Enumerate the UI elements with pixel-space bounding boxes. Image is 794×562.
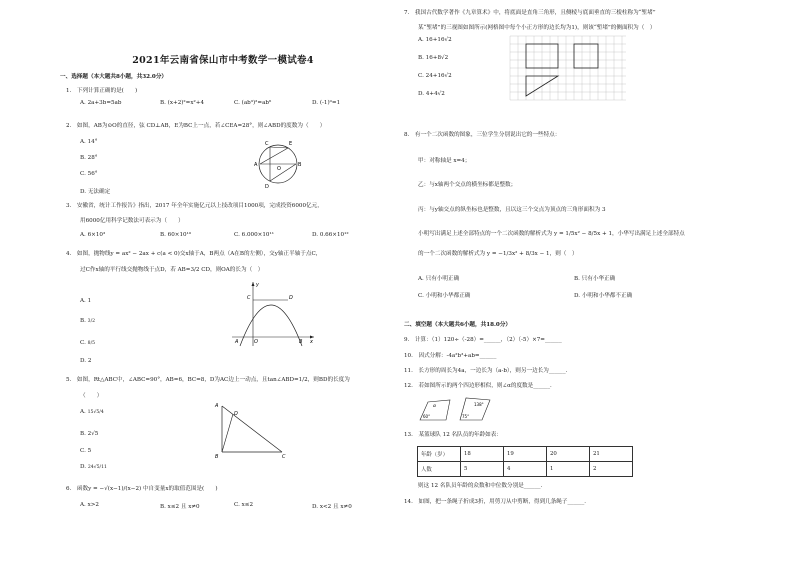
- table-cell: 20: [547, 447, 590, 462]
- q4-label-c: C: [247, 295, 251, 301]
- q13-stem: 13. 某篮球队 12 名队员的年龄如表：: [404, 432, 502, 438]
- q8-xiaoming-line2: 的一个二次函数的解析式为 y = −1/3x² + 8/3x − 1，则（ ）: [418, 251, 578, 257]
- q2-option-b: B. 28°: [80, 155, 98, 161]
- section-heading-fill: 二、填空题（本大题共6小题，共18.0分）: [404, 322, 512, 328]
- q6-option-d: D. x<2 且 x≠0: [312, 504, 352, 510]
- page-title: 2021年云南省保山市中考数学一模试卷4: [132, 55, 314, 66]
- q1-option-a: A. 2a+3b=5ab: [80, 100, 122, 106]
- q5-paren: （ ）: [80, 393, 103, 399]
- q8-yi: 乙：与x轴两个交点的横坐标都是整数；: [418, 182, 517, 188]
- q2-circle-figure: [248, 132, 308, 192]
- q12-label-alpha: α: [433, 404, 437, 409]
- q4-label-y: y: [256, 282, 259, 288]
- q5-option-a-fraction: 15√5/4: [87, 410, 104, 415]
- q8-bing: 丙：与y轴交点的纵坐标也是整数，且以这三个交点为顶点的三角形面积为 3: [418, 207, 606, 213]
- q5-option-d-fraction: 24√5/11: [87, 465, 107, 470]
- q7-side-view: [574, 44, 598, 68]
- q7-stem-line1: 7. 我国古代数学著作《九章算术》中，将底面是直角三角形，且侧棱与底面垂直的三棱柱称为“堑堵”: [404, 10, 656, 16]
- q2-label-a: A: [254, 162, 258, 168]
- table-cell: 人数: [418, 462, 461, 477]
- q4-option-d: D. 2: [80, 358, 92, 364]
- q4-option-a: A. 1: [80, 298, 92, 304]
- q4-label-d: D: [289, 295, 293, 301]
- q4-option-c-letter: C.: [80, 340, 86, 346]
- q2-label-d: D: [265, 184, 269, 190]
- q1-option-d: D. (-1)⁰=1: [312, 100, 341, 106]
- q7-option-d: D. 4+4√2: [418, 91, 445, 97]
- q4-label-a: A: [235, 339, 239, 345]
- q4-option-b-fraction: 3/2: [87, 319, 96, 324]
- table-cell: 1: [547, 462, 590, 477]
- table-cell: 2: [590, 462, 633, 477]
- q8-jia: 甲：对称轴是 x=4；: [418, 158, 471, 164]
- section-heading-choice: 一、选择题（本大题共8小题，共32.0分）: [60, 74, 168, 80]
- q3-option-c: C. 6.000×10¹¹: [234, 232, 274, 238]
- q4-label-o: O: [254, 339, 258, 345]
- q8-stem: 8. 有一个二次函数的图象，三位学生分别说出它的一些特点：: [404, 132, 561, 138]
- q4-option-b: [80, 318, 95, 324]
- q14-stem: 14. 如图，把一条绳子折成3折，用剪刀从中剪断，得到几条绳子______．: [404, 499, 590, 505]
- q6-option-c: C. x≤2: [234, 502, 254, 508]
- table-row: [418, 447, 633, 462]
- q4-parabola-figure: [228, 278, 318, 348]
- q12-stem: 12. 若如图所示的两个四边形相似，则∠α的度数是______．: [404, 383, 556, 389]
- q5-stem: 5. 如图，Rt△ABC中，∠ABC=90°，AB=6，BC=8，D为AC边上一动点，且tan∠ABD=1/2，则BD的长度为: [66, 377, 350, 383]
- q2-label-o: O: [277, 166, 281, 172]
- q4-option-c: [80, 340, 95, 346]
- q5-triangle-figure: [210, 398, 296, 462]
- q2-option-a: A. 14°: [80, 139, 98, 145]
- table-cell: 5: [461, 462, 504, 477]
- q3-option-b: B. 60×10¹⁰: [160, 232, 192, 238]
- q9-stem: 9. 计算：（1）120÷（-28）=______，（2）（-5）×7=______: [404, 337, 562, 343]
- q13-question: 则这 12 名队员年龄的众数和中位数分别是______．: [418, 483, 547, 489]
- q2-option-d: D. 无法确定: [80, 189, 111, 195]
- q4-label-x: x: [310, 339, 313, 345]
- q12-label-60: 60°: [423, 414, 431, 419]
- q5-label-a: A: [215, 403, 219, 409]
- q5-label-c: C: [282, 454, 286, 460]
- q5-option-a-letter: A.: [80, 409, 86, 415]
- q2-label-c: C: [265, 141, 269, 147]
- q5-option-d: [80, 464, 107, 470]
- q10-stem: 10. 因式分解：-4a²b³+ab=______: [404, 353, 497, 359]
- q2-option-c: C. 56°: [80, 171, 98, 177]
- q8-option-d: D. 小明和小华都不正确: [574, 293, 633, 299]
- q5-label-b: B: [215, 454, 219, 460]
- q4-option-b-letter: B.: [80, 318, 86, 324]
- q6-option-a: A. x>2: [80, 502, 99, 508]
- q5-option-b: B. 2√5: [80, 431, 99, 437]
- q5-option-a: [80, 409, 104, 415]
- q12-quadrilaterals-figure: [416, 394, 496, 424]
- q2-label-b: B: [298, 162, 302, 168]
- q2-stem: 2. 如图，AB为⊙O的直径，弦 CD⊥AB，E为BC上一点，若∠CEA=28°，则∠ABD的度数为（ ）: [66, 123, 326, 129]
- table-cell: 18: [461, 447, 504, 462]
- q2-label-e: E: [289, 141, 293, 147]
- q7-option-b: B. 16+8√2: [418, 55, 449, 61]
- q8-option-a: A. 只有小明正确: [418, 276, 460, 282]
- table-cell: 21: [590, 447, 633, 462]
- q5-option-c: C. 5: [80, 448, 92, 454]
- q3-option-a: A. 6×10³: [80, 232, 106, 238]
- q4-label-b: B: [299, 339, 303, 345]
- q8-option-c: C. 小明和小华都正确: [418, 293, 471, 299]
- q3-stem-line2: 用6000亿用科学记数法可表示为（ ）: [80, 218, 184, 224]
- q7-three-view-grid: [508, 34, 628, 104]
- q5-label-d: D: [234, 411, 238, 417]
- q7-option-c: C. 24+16√2: [418, 73, 452, 79]
- table-cell: 4: [504, 462, 547, 477]
- q1-stem: 1. 下列计算正确的是( ): [66, 88, 138, 94]
- q6-stem: 6. 函数y = −√(x−1)/(x−2) 中自变量x的取值范围是( ): [66, 486, 218, 492]
- table-cell: 年龄（岁）: [418, 447, 461, 462]
- q1-option-c: C. (ab³)²=ab⁶: [234, 100, 272, 106]
- q5-option-d-letter: D.: [80, 464, 87, 470]
- q3-stem-line1: 3. 安徽省，统计工作报告》指出，2017 年全年实施亿元以上技改项目1000项，完成投资6000亿元，: [66, 203, 323, 209]
- table-cell: 19: [504, 447, 547, 462]
- q4-stem-line1: 4. 如图，抛物线y = ax² − 2ax + c(a < 0)交x轴于A，B两点（A在B的左侧），交y轴正半轴于点C，: [66, 251, 322, 257]
- q4-option-c-fraction: 8/5: [87, 341, 96, 346]
- q3-option-d: D. 0.66×10¹²: [312, 232, 349, 238]
- q12-label-138: 138°: [474, 402, 484, 407]
- q13-age-table: [417, 446, 633, 477]
- q1-option-b: B. (x+2)²=x²+4: [160, 100, 205, 106]
- q7-stem-line2: 某“堑堵”的三视图如图所示(网格图中每个小正方形的边长均为1)，则该“堑堵”的侧面积为（ ）: [418, 25, 656, 31]
- q8-option-b: B. 只有小华正确: [574, 276, 616, 282]
- q12-label-75: 75°: [462, 414, 470, 419]
- q11-stem: 11. 长方形的周长为4a，一边长为（a-b），则另一边长为______．: [404, 368, 572, 374]
- q4-stem-line2: 过C作x轴的平行线交抛物线于点D，若 AB=3/2 CD，则OA的长为（ ）: [80, 267, 264, 273]
- q8-xiaoming-line1: 小明写出满足上述全部特点的一个二次函数的解析式为 y = 1/5x² − 8/5x + 1，小华写出满足上述全部特点: [418, 231, 685, 237]
- q6-option-b: B. x≤2 且 x≠0: [160, 504, 200, 510]
- table-row: [418, 462, 633, 477]
- q7-option-a: A. 16+16√2: [418, 37, 452, 43]
